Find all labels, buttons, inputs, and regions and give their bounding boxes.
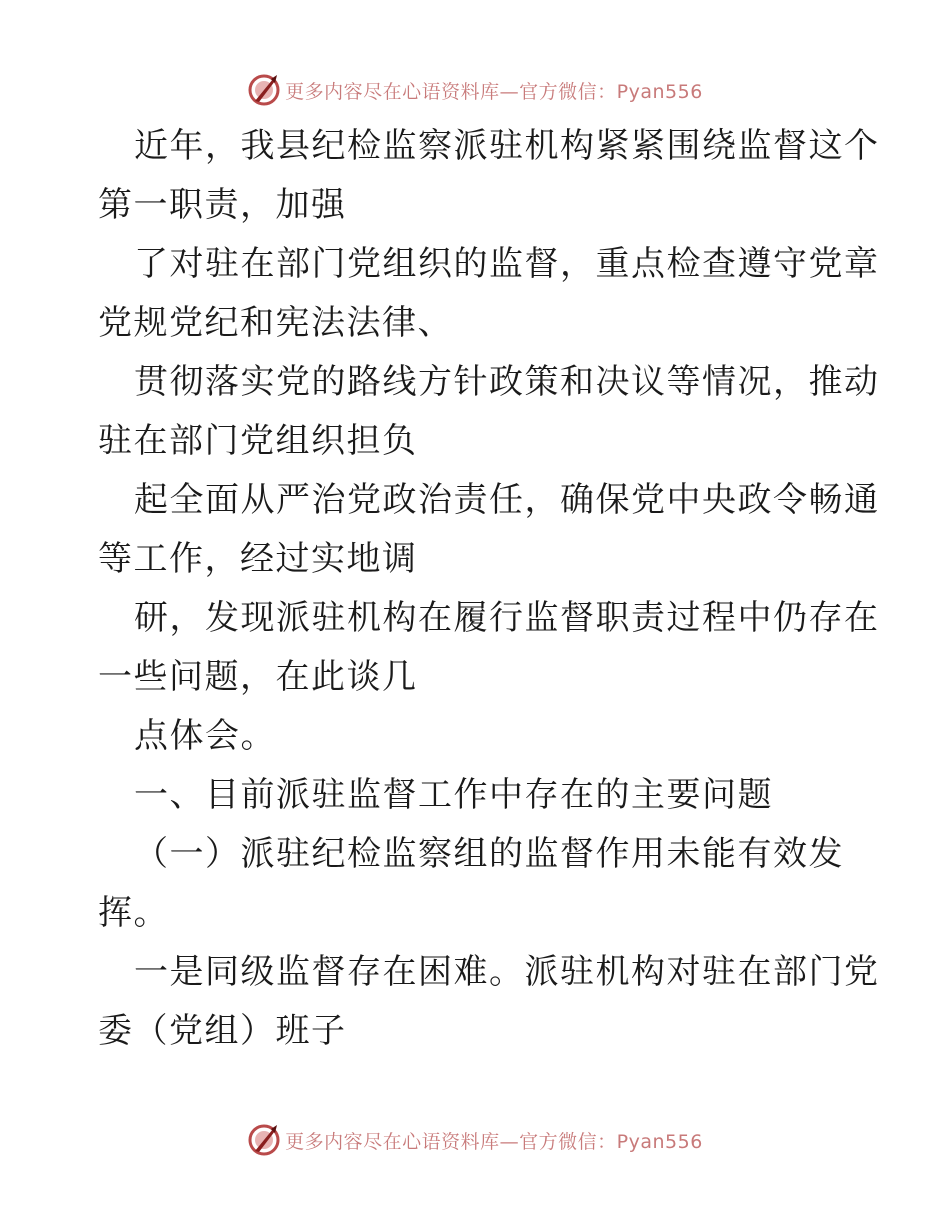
paragraph-line: 了对驻在部门党组织的监督，重点检查遵守党章 xyxy=(134,244,880,284)
quill-logo-icon xyxy=(247,73,281,107)
paragraph-line: 一是同级监督存在困难。派驻机构对驻在部门党 xyxy=(134,952,880,992)
paragraph-line: 党规党纪和宪法法律、 xyxy=(98,303,453,343)
paragraph-line: 起全面从严治党政治责任，确保党中央政令畅通 xyxy=(134,480,880,520)
paragraph-line: 委（党组）班子 xyxy=(98,1011,347,1051)
paragraph-line: 第一职责，加强 xyxy=(98,185,347,225)
paragraph-line: 贯彻落实党的路线方针政策和决议等情况，推动 xyxy=(134,362,880,402)
paragraph-line: 一些问题，在此谈几 xyxy=(98,657,418,697)
paragraph-line: 挥。 xyxy=(98,893,169,933)
watermark-text: 更多内容尽在心语资料库—官方微信：Pyan556 xyxy=(285,1130,703,1153)
section-heading: 一、目前派驻监督工作中存在的主要问题 xyxy=(134,775,773,815)
paragraph-line: 点体会。 xyxy=(134,716,276,756)
paragraph-line: 近年，我县纪检监察派驻机构紧紧围绕监督这个 xyxy=(134,126,880,166)
watermark-text: 更多内容尽在心语资料库—官方微信：Pyan556 xyxy=(285,80,703,103)
subsection-heading: （一）派驻纪检监察组的监督作用未能有效发 xyxy=(134,834,844,874)
paragraph-line: 等工作，经过实地调 xyxy=(98,539,418,579)
document-body xyxy=(98,117,880,1061)
paragraph-line: 驻在部门党组织担负 xyxy=(98,421,418,461)
header-watermark xyxy=(0,70,950,110)
footer-watermark xyxy=(0,1120,950,1160)
paragraph-line: 研，发现派驻机构在履行监督职责过程中仍存在 xyxy=(134,598,880,638)
quill-logo-icon xyxy=(247,1123,281,1157)
